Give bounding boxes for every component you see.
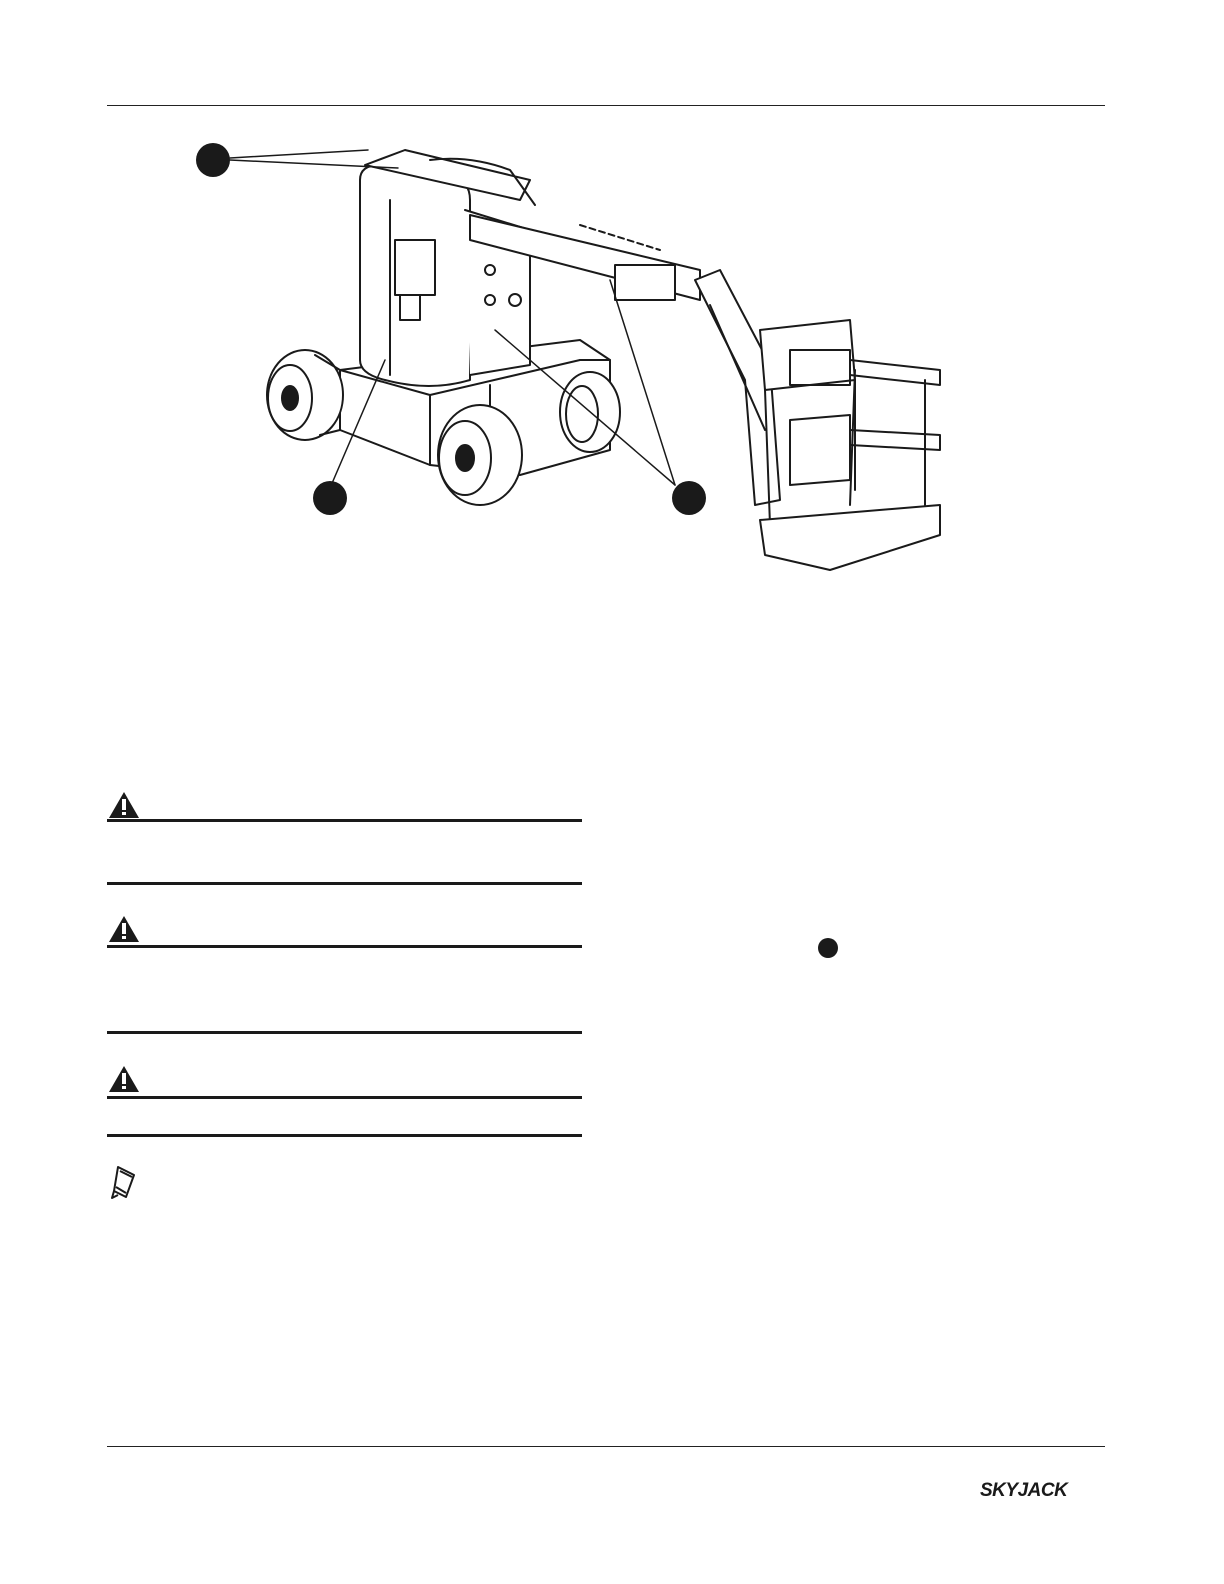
- notice-divider: [107, 945, 582, 948]
- notice-divider: [107, 1031, 582, 1034]
- pencil-note-icon: [108, 1163, 142, 1201]
- warning-notice-2: [107, 914, 582, 1038]
- notice-divider: [107, 882, 582, 885]
- warning-triangle-icon: [107, 1064, 141, 1094]
- callout-marker-2: [313, 481, 347, 515]
- notice-divider: [107, 1096, 582, 1099]
- boom-lift-illustration: [190, 130, 970, 590]
- platform-basket: [760, 320, 940, 570]
- notice-divider: [107, 1134, 582, 1137]
- mast-housing: [360, 165, 530, 386]
- wheel-front-left: [438, 405, 522, 505]
- warning-triangle-icon: [107, 914, 141, 944]
- warning-notice-3: [107, 1064, 582, 1140]
- notice-divider: [107, 819, 582, 822]
- wheel-rear-left: [267, 350, 343, 440]
- callout-marker-3: [672, 481, 706, 515]
- header-rule: [107, 105, 1105, 106]
- warning-notice-1: [107, 790, 582, 888]
- inline-callout-marker: [818, 938, 838, 958]
- footer-rule: [107, 1446, 1105, 1447]
- logo-text: SKYJACK: [980, 1480, 1068, 1500]
- skyjack-logo: [980, 1478, 1105, 1500]
- callout-marker-1: [196, 143, 230, 177]
- warning-triangle-icon: [107, 790, 141, 820]
